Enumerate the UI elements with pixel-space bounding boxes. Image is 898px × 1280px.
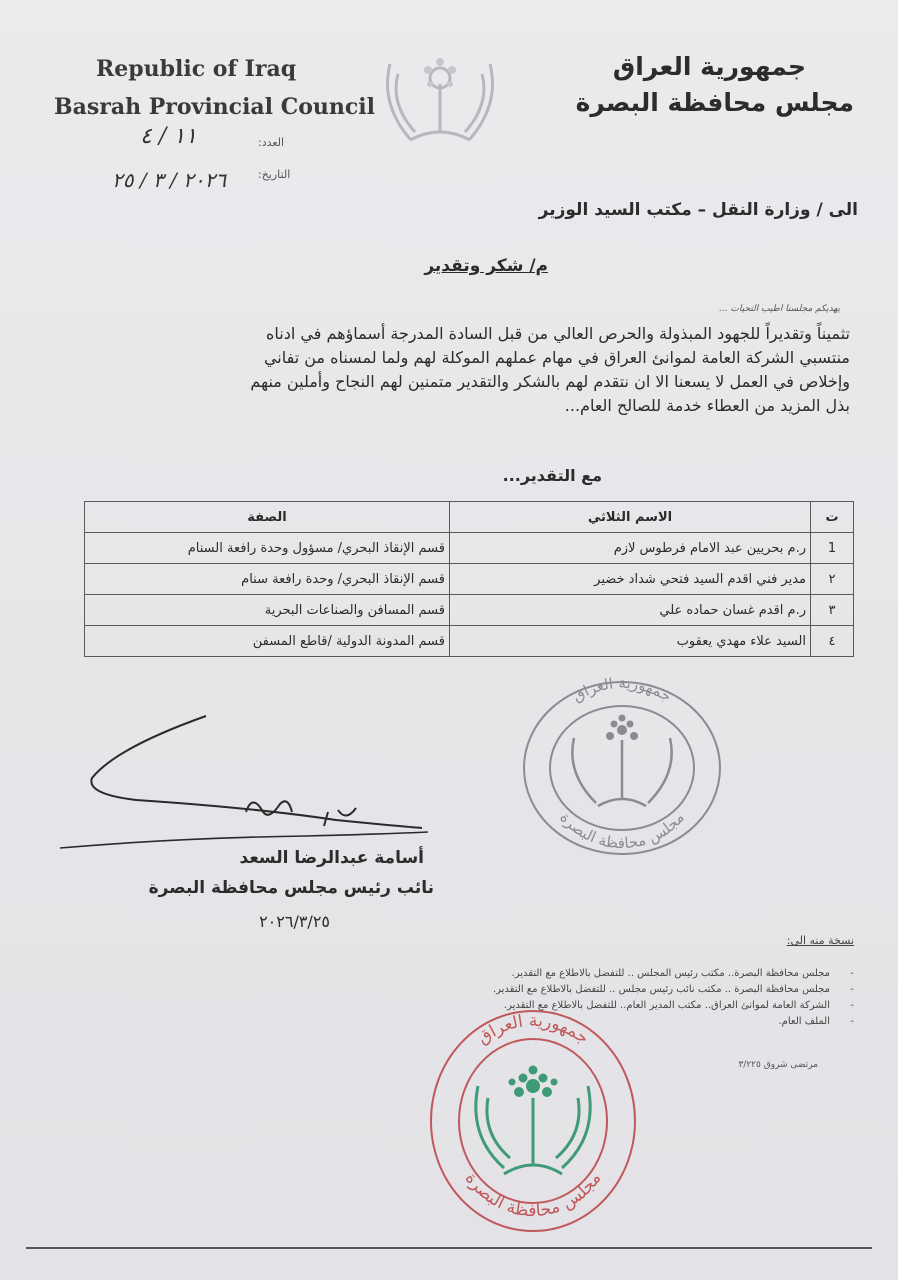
header-num: ت — [811, 502, 854, 533]
red-seal-stamp — [426, 1006, 640, 1236]
row-title: قسم المسافن والصناعات البحرية — [85, 595, 450, 626]
letter-body — [40, 322, 850, 418]
body-line: منتسبي الشركة العامة لموانئ العراق في مهام عملهم الموكلة لهم ولما لمسناه من تفاني — [263, 348, 850, 367]
copy-item: -مجلس محافظة البصرة.. مكتب رئيس المجلس .. للتفضل بالاطلاع مع التقدير. — [511, 968, 854, 979]
red-seal-top-text: جمهورية العراق — [473, 1010, 593, 1049]
signatory-title: نائب رئيس مجلس محافظة البصرة — [148, 878, 434, 898]
number-value: ١١ / ٤ — [140, 124, 197, 149]
row-name: ر.م بحريين عبد الامام فرطوس لازم — [450, 533, 811, 564]
row-num: ٤ — [811, 626, 854, 657]
body-line: وإخلاص في العمل لا يسعنا الا ان نتقدم لهم بالشكر والتقدير متمنين لهم النجاح وأملين منهم — [250, 372, 850, 391]
footer-rule — [26, 1247, 872, 1249]
gray-seal-top-text: جمهورية العراق — [569, 673, 675, 706]
table-row — [85, 626, 854, 657]
header-en-council: Basrah Provincial Council — [54, 94, 375, 120]
table-row — [85, 533, 854, 564]
copy-item: -مجلس محافظة البصرة .. مكتب نائب رئيس مجلس .. للتفضل بالاطلاع مع التقدير. — [492, 984, 854, 995]
row-name: ر.م اقدم غسان حماده علي — [450, 595, 811, 626]
row-title: قسم الإنقاذ البحري/ وحدة رافعة سنام — [85, 564, 450, 595]
row-title: قسم الإنقاذ البحري/ مسؤول وحدة رافعة السنام — [85, 533, 450, 564]
copy-item: -الملف العام. — [778, 1016, 854, 1027]
council-emblem-logo — [370, 44, 510, 154]
row-title: قسم المدونة الدولية /قاطع المسفن — [85, 626, 450, 657]
subject: م/ شكر وتقدير — [424, 256, 548, 276]
signature-scribble — [56, 708, 436, 858]
body-line: بذل المزيد من العطاء خدمة للصالح العام... — [564, 396, 850, 415]
addressee: الى / وزارة النقل – مكتب السيد الوزير — [538, 200, 858, 220]
copy-item: -الشركة العامة لموانئ العراق.. مكتب المدير العام.. للتفضل بالاطلاع مع التقدير. — [503, 1000, 854, 1011]
body-line: تثميناً وتقديراً للجهود المبذولة والحرص العالي من قبل السادة المدرجة أسماؤهم في ادناه — [266, 324, 850, 343]
closing: مع التقدير... — [502, 466, 602, 485]
header-name: الاسم الثلاثي — [450, 502, 811, 533]
table-header-row — [85, 502, 854, 533]
names-table — [84, 501, 854, 657]
row-num: ٢ — [811, 564, 854, 595]
signature-date: ٢٠٢٦/٣/٢٥ — [259, 912, 330, 931]
header-en-country: Republic of Iraq — [96, 56, 297, 82]
gray-seal-bottom-text: مجلس محافظة البصرة — [556, 808, 688, 853]
header-ar-council: مجلس محافظة البصرة — [575, 88, 854, 117]
copies-title: نسخة منه الى: — [786, 934, 854, 947]
number-label: العدد: — [258, 136, 285, 149]
reference-code: مرتضى شروق ٣/٢٢٥ — [738, 1060, 818, 1070]
table-row — [85, 564, 854, 595]
row-name: السيد علاء مهدي يعقوب — [450, 626, 811, 657]
red-seal-bottom-text: مجلس محافظة البصرة — [460, 1168, 606, 1222]
signatory-name: أسامة عبدالرضا السعد — [239, 848, 424, 868]
date-value: ٢٠٢٦ / ٣ / ٢٥ — [112, 168, 227, 192]
greeting: يهديكم مجلسنا اطيب التحيات ... — [719, 304, 840, 314]
table-row — [85, 595, 854, 626]
row-name: مدير فني اقدم السيد فتحي شداد خضير — [450, 564, 811, 595]
header-title: الصفة — [85, 502, 450, 533]
date-label: التاريخ: — [258, 168, 291, 181]
row-num: ٣ — [811, 595, 854, 626]
row-num: 1 — [811, 533, 854, 564]
gray-seal-stamp — [512, 668, 732, 868]
header-ar-country: جمهورية العراق — [612, 52, 806, 81]
